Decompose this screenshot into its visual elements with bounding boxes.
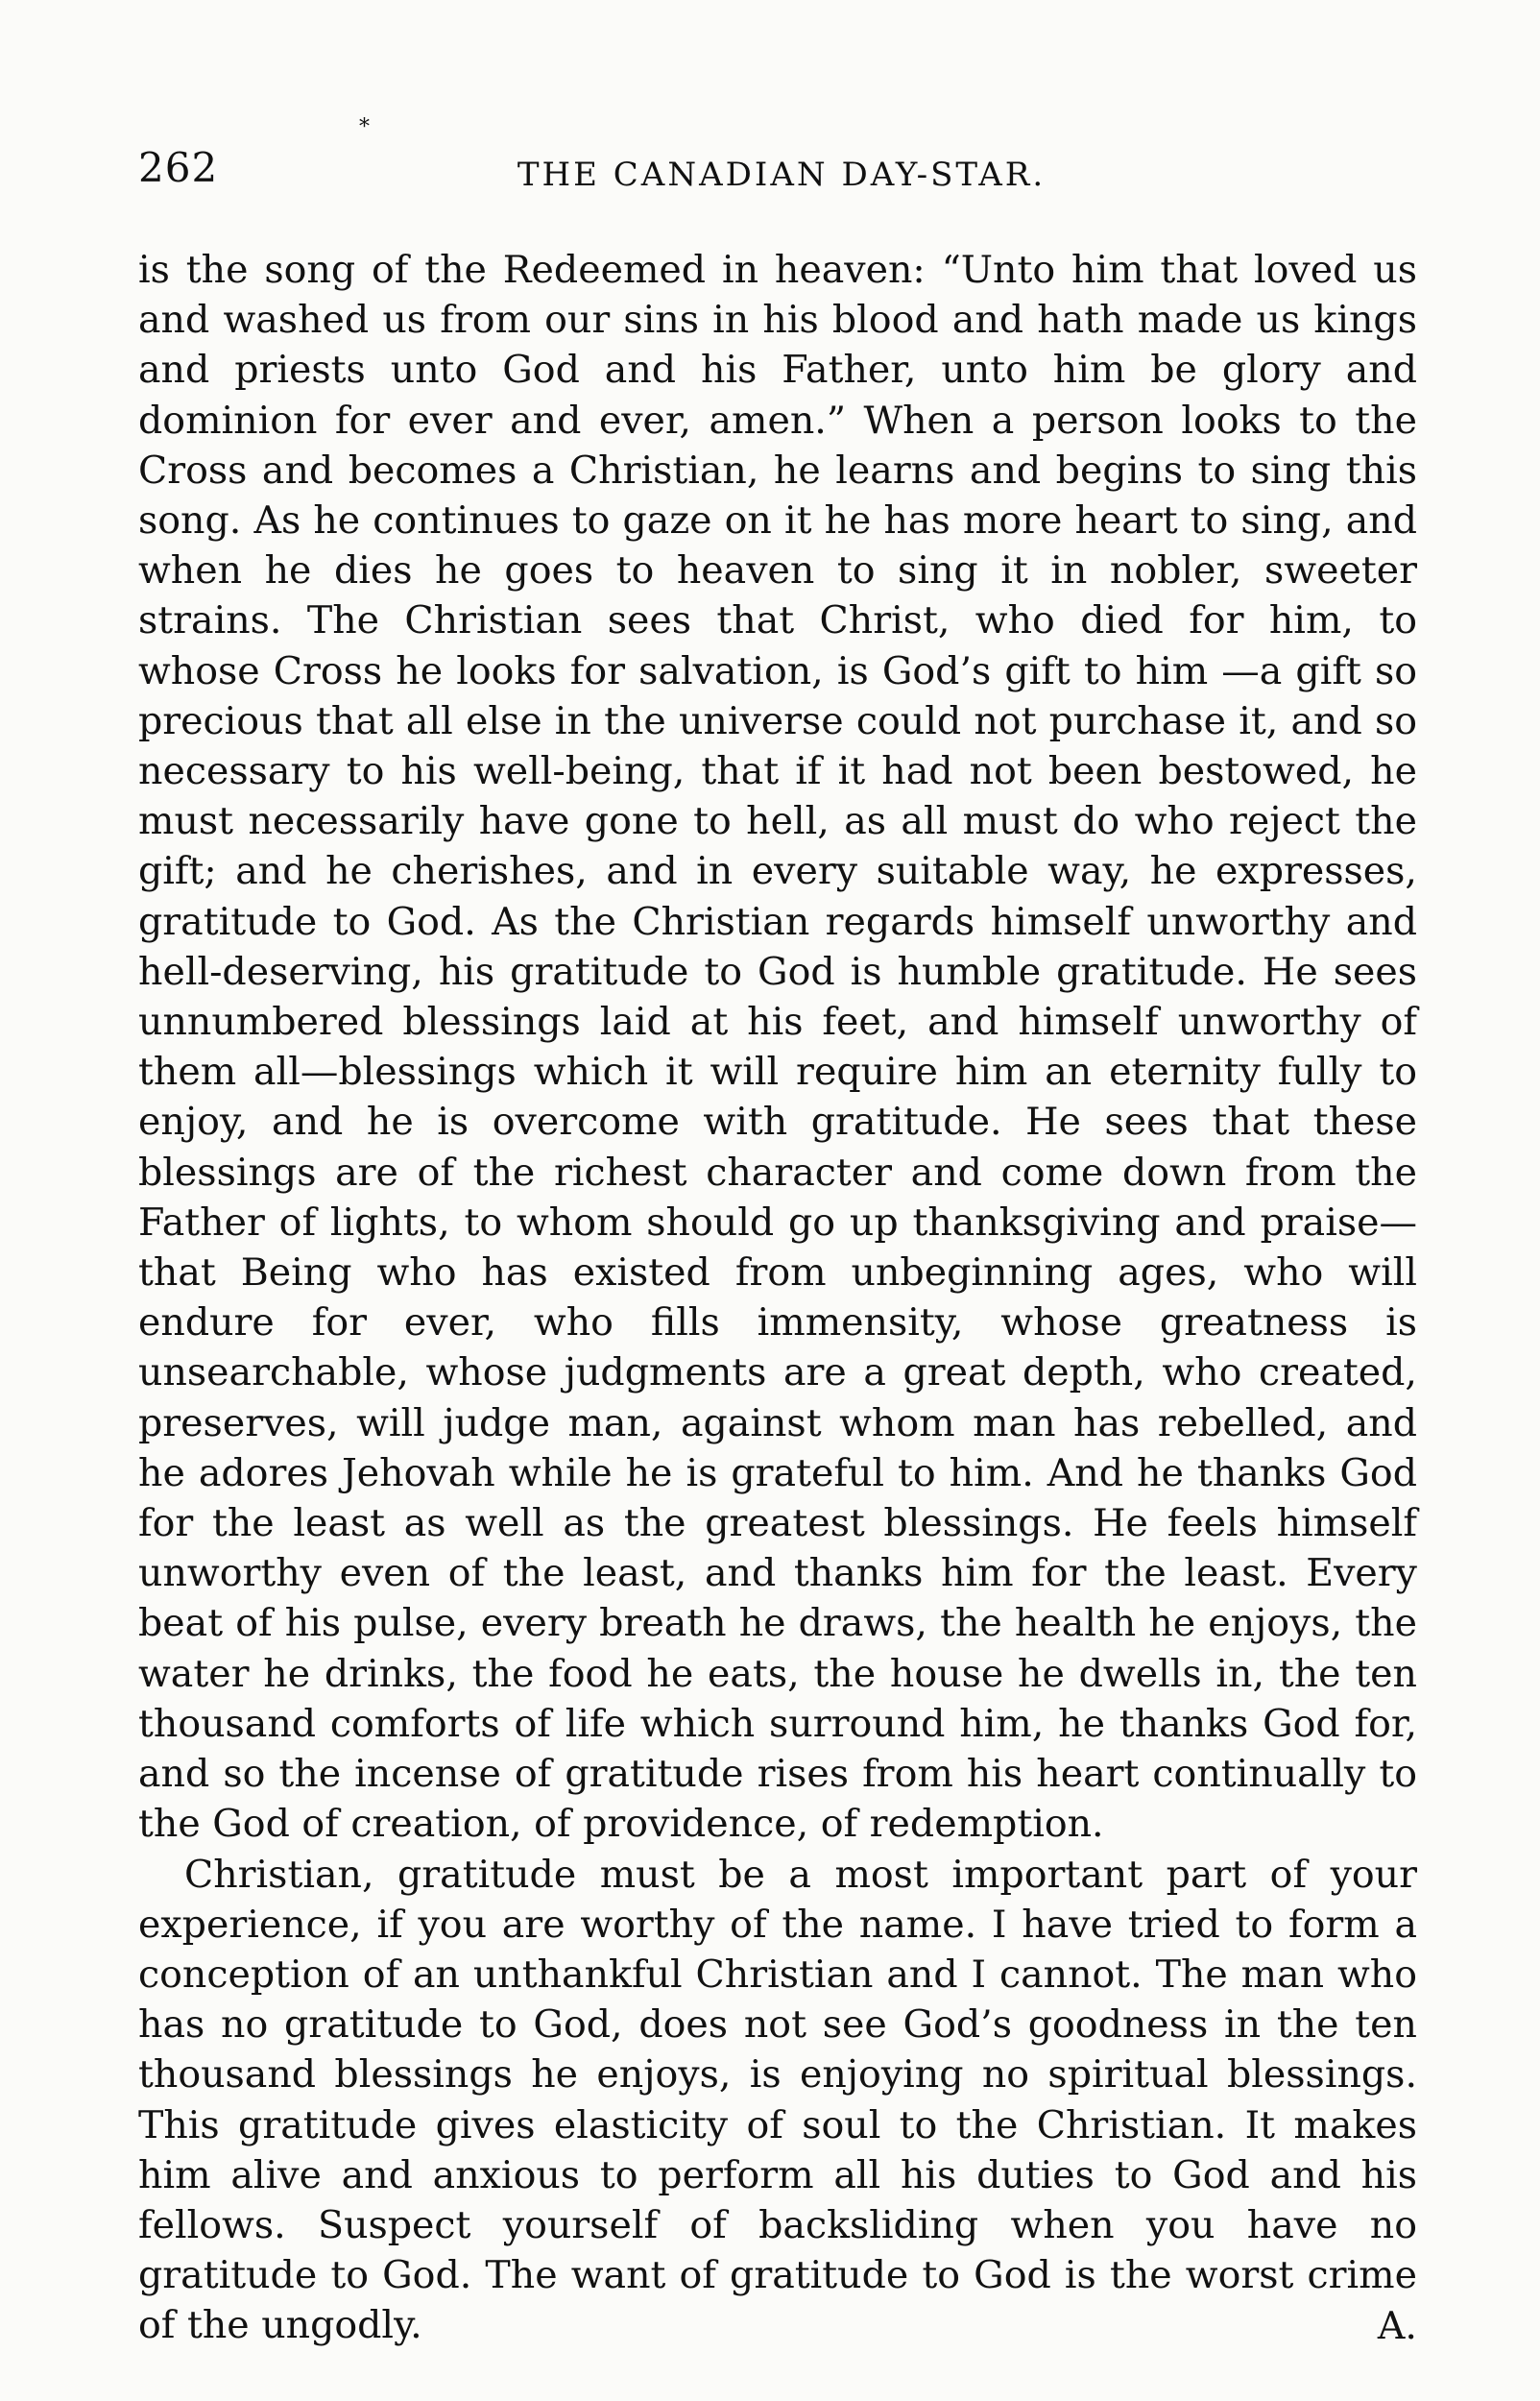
author-signature: A. xyxy=(1377,2303,1417,2348)
printer-ornament: * xyxy=(359,115,370,139)
paragraph-1: is the song of the Redeemed in heaven: “Unto him that loved us and washed us from our sins in his blood and hath made us kings and priests unto God and his Father, unto him be glory and dominion for ever and ever, amen.” When a person looks to the Cross and becomes a Christian, he learns and begins to sing this song. As he continues to gaze on it he has more heart to sing, and when he dies he goes to heaven to sing it in nobler, sweeter strains. The Christian sees that Christ, who died for him, to whose Cross he looks for salvation, is God’s gift to him —a gift so precious that all else in the universe could not purchase it, and so necessary to his well-being, that if it had not been bestowed, he must necessarily have gone to hell, as all must do who reject the gift; and he cherishes, and in every suitable way, he expresses, gratitude to God. As the Christian regards himself unworthy and hell-deserving, his gratitude to God is humble gratitude. He sees unnumbered blessings laid at his feet, and himself unworthy of them all—blessings which it will require him an eternity fully to enjoy, and he is overcome with gratitude. He sees that these blessings are of the richest character and come down from the Father of lights, to whom should go up thanksgiving and praise—that Being who has existed from unbeginning ages, who will endure for ever, who fills immensity, whose greatness is unsearchable, whose judgments are a great depth, who created, preserves, will judge man, against whom man has rebelled, and he adores Jehovah while he is grateful to him. And he thanks God for the least as well as the greatest blessings. He feels himself unworthy even of the least, and thanks him for the least. Every beat of his pulse, every breath he draws, the health he enjoys, the water he drinks, the food he eats, the house he dwells in, the ten thousand comforts of life which surround him, he thanks God for, and so the incense of gratitude rises from his heart continually to the God of creation, of providence, of redemption. xyxy=(138,248,1417,1847)
page-number: 262 xyxy=(138,144,219,191)
page-header xyxy=(138,115,1425,202)
article-body xyxy=(138,245,1417,2351)
paragraph-2 xyxy=(138,1850,1417,2351)
paragraph-2-text: Christian, gratitude must be a most important part of your experience, if you are worthy of the name. I have tried to form a conception of an unthankful Christian and I cannot. The man who has no gratitude to God, does not see God’s goodness in the ten thousand blessings he enjoys, is enjoying no spiritual blessings. This gratitude gives elasticity of soul to the Christian. It makes him alive and anxious to perform all his duties to God and his fellows. Suspect yourself of backsliding when you have no gratitude to God. The want of gratitude to God is the worst crime of the ungodly. xyxy=(138,1852,1417,2348)
running-head: THE CANADIAN DAY-STAR. xyxy=(517,156,1047,194)
